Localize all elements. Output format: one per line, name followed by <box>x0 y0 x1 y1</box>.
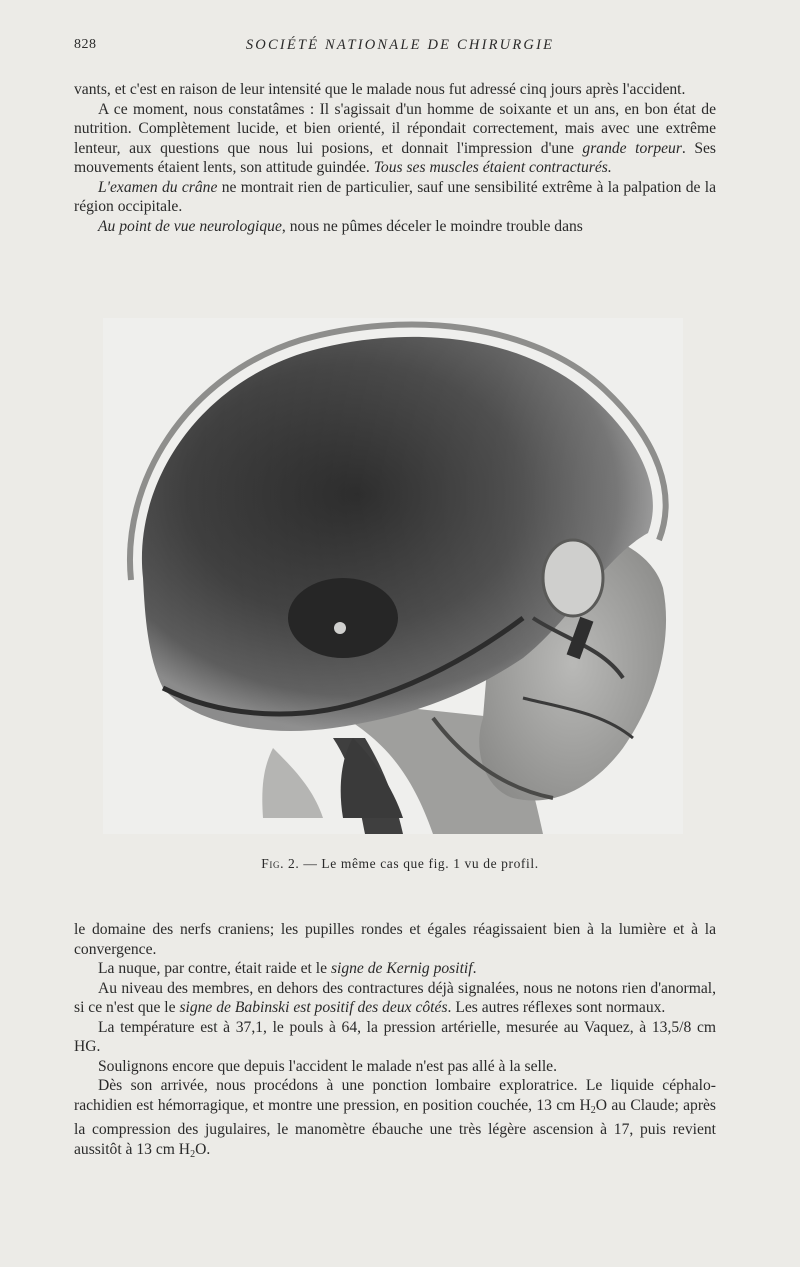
page-number: 828 <box>74 37 97 52</box>
paragraph: Soulignons encore que depuis l'accident le malade n'est pas allé à la selle. <box>98 1057 557 1075</box>
emphasis: L'examen du crâne <box>98 178 218 196</box>
paragraph: Au point de vue neurologique, nous ne pûmes déceler le moindre trouble dans <box>98 217 583 235</box>
paragraph: Au niveau des membres, en dehors des contractures déjà signalées, nous ne notons rien d'anormal, si ce n'est que le signe de Babinski est positif des deux côtés. Les autres réflexes sont normaux. <box>74 979 716 1016</box>
emphasis: grande torpeur <box>582 139 682 157</box>
subscript: 2 <box>590 1104 596 1116</box>
emphasis: Tous ses muscles étaient contracturés. <box>373 159 612 176</box>
subscript: 2 <box>190 1148 196 1160</box>
paragraph: Dès son arrivée, nous procédons à une ponction lombaire exploratrice. Le liquide céphalo-rachidien est hémorragique, et montre une pression, en position couchée, 13 cm $H_2O$ au Claude; après la compression des jugulaires, le manomètre ébauche une très légère ascension à 17, puis revient aussitôt à 13 cm $H_2O$. <box>74 1077 717 1160</box>
paragraph: le domaine des nerfs craniens; les pupilles rondes et égales réagissaient bien à la lumière et à la convergence. <box>74 921 716 958</box>
emphasis: Au point de vue neurologique <box>98 217 282 235</box>
paragraph: L'examen du crâne ne montrait rien de particulier, sauf une sensibilité extrême à la palpation de la région occipitale. <box>74 178 716 215</box>
emphasis: signe de Babinski est positif des deux côtés <box>179 999 448 1016</box>
skull-radiograph-image <box>103 318 683 834</box>
caption-text: — Le même cas que fig. 1 vu de profil. <box>299 856 539 871</box>
emphasis: signe de Kernig positif <box>330 960 473 977</box>
page-header <box>74 37 726 59</box>
figure-caption <box>74 856 726 872</box>
paragraph: A ce moment, nous constatâmes : Il s'agissait d'un homme de soixante et un ans, en bon état de nutrition. Complètement lucide, et bien orienté, il répondait correctement, mais avec une extrême lenteur, aux questions que nous lui posions, et donnait l'impression d'une grande torpeur. Ses mouvements étaient lents, son attitude guindée. Tous ses muscles étaient contracturés. <box>74 100 716 176</box>
running-title: SOCIÉTÉ NATIONALE DE CHIRURGIE <box>245 37 555 53</box>
paragraph: La température est à 37,1, le pouls à 64, la pression artérielle, mesurée au Vaquez, à 13,5/8 cm HG. <box>74 1018 716 1055</box>
paragraph: La nuque, par contre, était raide et le signe de Kernig positif. <box>98 960 477 977</box>
text-block-top <box>74 80 716 236</box>
skull-radiograph-figure <box>103 318 683 834</box>
text-block-bottom <box>74 920 716 1164</box>
paragraph: vants, et c'est en raison de leur intensité que le malade nous fut adressé cinq jours après l'accident. <box>74 81 686 98</box>
figure-label: Fig. 2. <box>261 856 300 871</box>
